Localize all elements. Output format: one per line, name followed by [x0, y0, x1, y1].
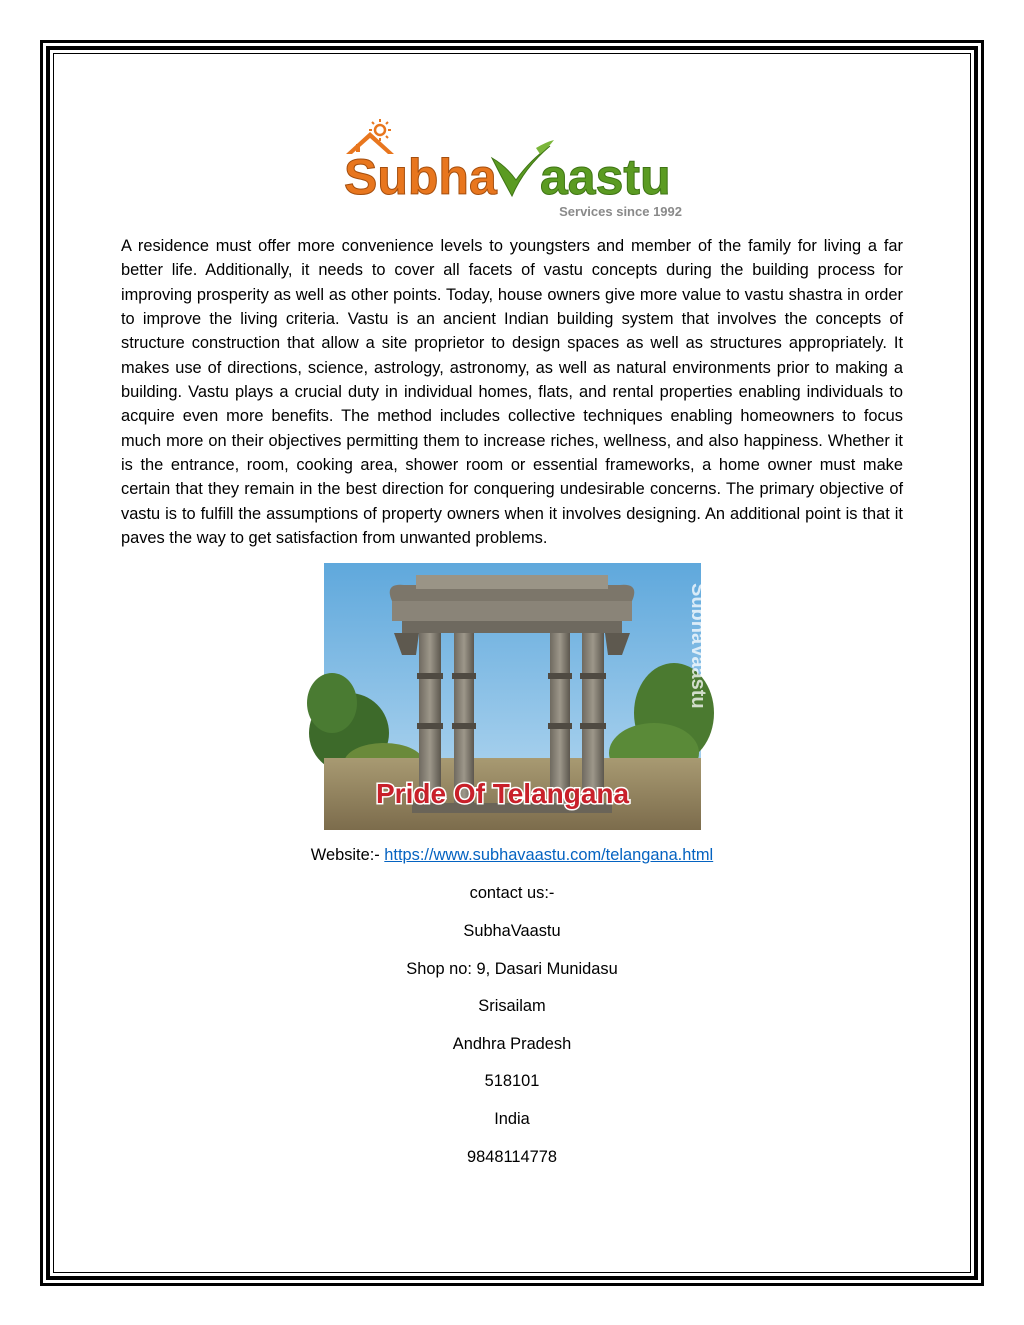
photo-watermark: SubhaVaastu — [687, 583, 709, 709]
sun-icon — [369, 119, 391, 141]
contact-address: Shop no: 9, Dasari Munidasu — [406, 960, 618, 978]
website-line — [0, 846, 1024, 865]
contact-phone: 9848114778 — [467, 1148, 557, 1166]
photo-caption: Pride Of Telangana — [376, 778, 630, 809]
logo-tagline: Services since 1992 — [559, 204, 682, 219]
contact-label: contact us:- — [469, 884, 555, 902]
contact-pin: 518101 — [484, 1072, 540, 1090]
contact-state: Andhra Pradesh — [452, 1035, 572, 1053]
body-paragraph: A residence must offer more convenience levels to youngsters and member of the family for living a far better life. Additionally, it needs to cover all facets of vastu concepts during the building process for improving prosperity as well as other points. Today, house owners give more value to vastu shastra in order to improve the living criteria. Vastu is an ancient Indian building system that involves the concepts of structure construction that allow a site proprietor to design spaces as well as structures appropriately. It makes use of directions, science, astrology, astronomy, as well as natural environments prior to making a building. Vastu plays a crucial duty in individual homes, flats, and rental properties enabling individuals to acquire even more benefits. The method includes collective techniques enabling homeowners to focus much more on their objectives permitting them to increase riches, wellness, and also happiness. Whether it is the entrance, room, cooking area, shower room or essential frameworks, a home owner must make certain that they remain in the best direction for conquering undesirable concerns. The primary objective of vastu is to fulfill the assumptions of property owners when it involves designing. An additional point is that it paves the way to get satisfaction from unwanted problems. — [121, 237, 903, 548]
logo-brand-part1: Subha — [344, 149, 497, 205]
website-label: Website:- — [310, 846, 380, 864]
contact-country: India — [494, 1110, 530, 1128]
contact-name: SubhaVaastu — [463, 922, 561, 940]
website-link[interactable]: https://www.subhavaastu.com/telangana.html — [384, 846, 714, 864]
contact-city: Srisailam — [478, 997, 546, 1015]
logo-brand-part2: aastu — [540, 149, 671, 205]
subhavaastu-logo — [340, 118, 690, 222]
pride-of-telangana-photo — [324, 563, 709, 830]
